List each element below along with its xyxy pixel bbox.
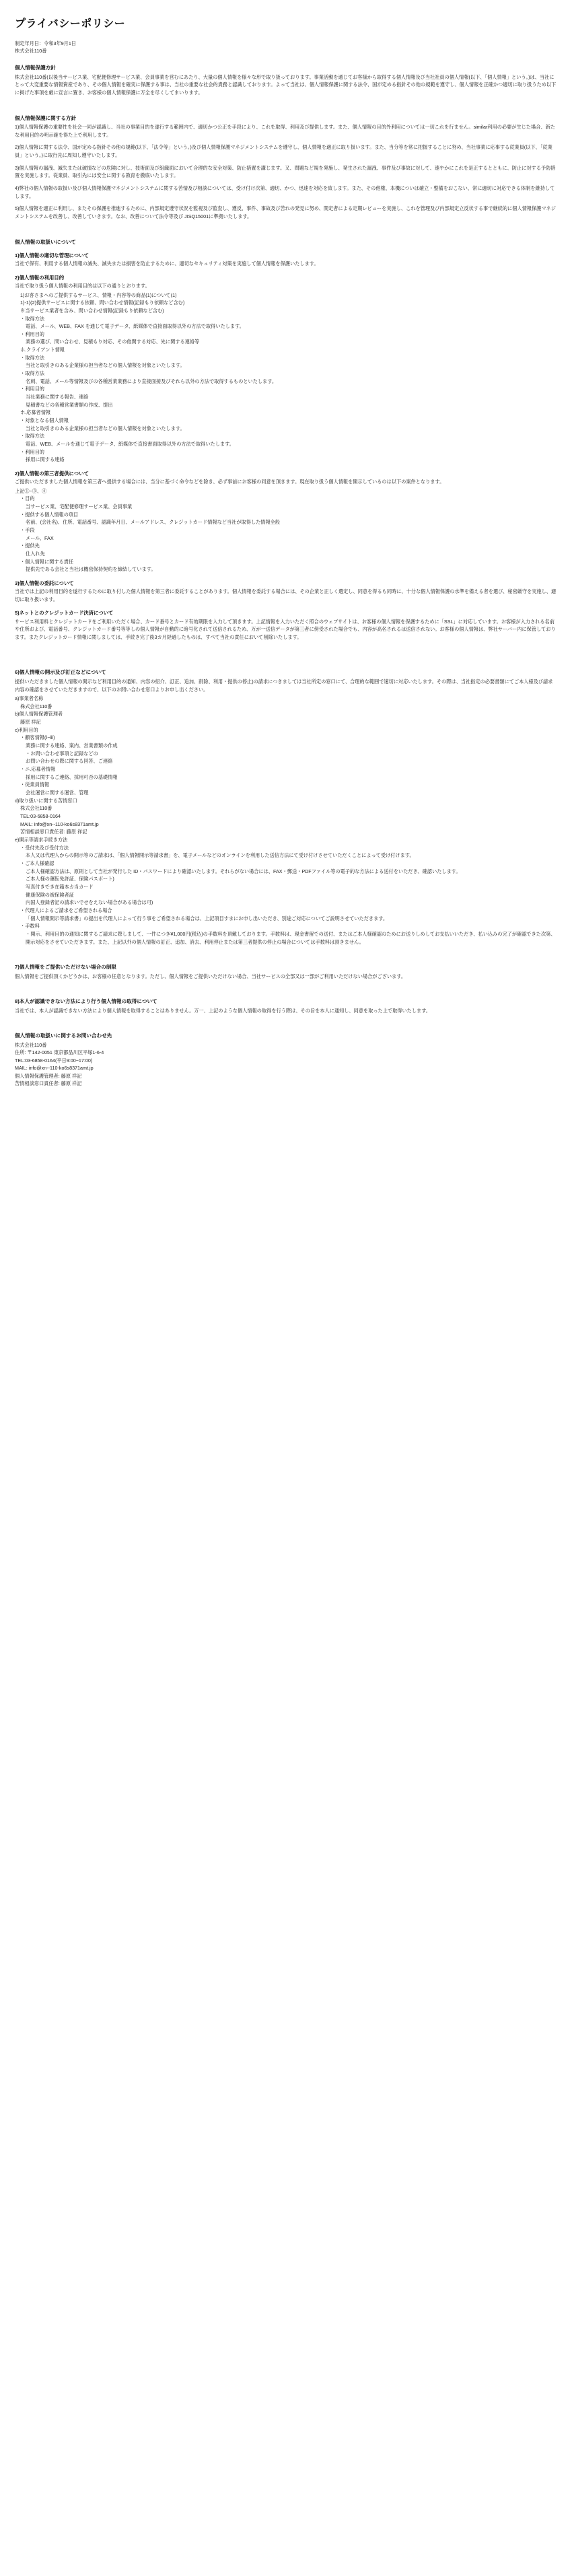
subheading: 3)個人情報の委託について — [15, 580, 74, 586]
contact-tel[interactable]: TEL:03-6858-0164(平日9:00~17:00) — [15, 1057, 93, 1064]
list-item: 当サービス業、宅配便修理サービス業、会員事業 — [26, 503, 133, 510]
paragraph: 当社で取り扱う個人情報の利用目的は以下の通りとおります。 — [15, 282, 150, 289]
section-heading-protection: 個人情報保護方針 — [15, 65, 56, 71]
list-item: ・利用目的 — [20, 330, 44, 337]
paragraph: 個人情報をご提供頂くかどうかは、お客様の任意となります。ただし、個人情報をご提供いただけない場合、当社サービスの全部又は一部がご利用いただけない場合がございます。 — [15, 973, 406, 979]
list-item: ・お問い合わせ事項と記録などの — [26, 750, 98, 757]
list-item: ホ.クライアント情報 — [20, 347, 65, 353]
list-item: 苦情相談窓口責任者: 藤原 祥記 — [20, 829, 87, 835]
list-item: 当社と取引きのある企業様の担当者などの個人情報を対象といたします。 — [26, 362, 185, 369]
list-item: 「個人情報開示等請求書」の提出を代理人によって行う事をご希望される場合は、上記項目すまにお申し出いただき、別途ご対応についてご説明させていただきます。 — [26, 915, 388, 921]
list-item: ・手段 — [20, 527, 35, 534]
list-item: 提供先である会社と当社は機密保持契約を締結しています。 — [26, 566, 156, 573]
paragraph: 株式会社110番(以後当サービス業、宅配便修理サービス業、会員事業を営むにあたり、大量の個人情報を様々な形で取り扱っております。事業活動を通じてお客様から取得する個人情報及び当社社員の個人情報(以下、「個人情報」という。)は、当社にとって大変重要な情報資産であり、その個人情報を確実に保護する事は、当社の重要な社会的責務と認識しております。よって当社は、個人情報保護に関する法令、国が定める指針その他の規範を遵守し、個人情報を正確かつ適切に取り扱うため以下に掲げた事項を厳に宣言に置き、お客様の個人情報保護に万全を尽くしてまいります。 — [15, 73, 557, 96]
paragraph: 当社で保有、利用する個人情報の滅失、滅失または損害を防止するために、適切なセキュリティ対策を実施して個人情報を保護いたします。 — [15, 260, 319, 267]
list-item: ・取得方法 — [20, 354, 44, 361]
list-item: 仕入れ先 — [26, 551, 45, 557]
section-heading-nonprovision: 7)個人情報をご提供いただけない場合の制限 — [15, 964, 117, 971]
list-item: ・ニ.応募者情報 — [20, 766, 56, 773]
paragraph: 1)個人情報保護の重要性を社会一同が認識し、当社の事業目的を遂行する範囲内で、適切かつ公正を手段により、これを取得、利用及び提供します。また、個人情報の目的外利用については一切これを行ません。similar利用の必要が生じた場合、新たな利用目的の明示確を得た上で利用します。 — [15, 124, 555, 138]
section-heading-disclosure: 6)個人情報の開示及び訂正などについて — [15, 669, 106, 676]
document-meta — [15, 40, 557, 55]
list-item: 採用に関する連絡 — [26, 456, 65, 463]
subheading: 2)個人情報の利用目的 — [15, 274, 65, 281]
list-item: ・取得方法 — [20, 315, 44, 322]
list-item: 当社と取引きのある企業様の担当者などの個人情報を対象といたします。 — [26, 425, 185, 431]
paragraph: 2)個人情報に関する法令、国が定める指針その他の規範(以下、「法令等」という。)及び個人情報保護マネジメントシステムを遵守し、個人情報を適正に取り扱います。また、当分等を常に把握することに努め、当社事業に応事する従業員(以下、「従業員」という。)に取行先に周知し遵守いたします。 — [15, 144, 552, 159]
list-item: ・受付先及び受付方法 — [20, 844, 69, 851]
third-party-list — [15, 495, 557, 573]
list-item: 健康保険の被保険者証 — [26, 891, 74, 898]
paragraph: 上記①~③、④ — [15, 487, 47, 494]
list-item: ・手数料 — [20, 923, 40, 930]
list-item: ・提供する個人情報の項目 — [20, 511, 79, 518]
list-item: 内国人登録者記の請求いでせをえない場合がある場合は可) — [26, 899, 153, 906]
contact-manager: 個人情報保護管理者: 藤原 祥記 — [15, 1072, 82, 1079]
list-item: 本人又は代理人からの開示等のご請求は、「個人情報開示等請求書」を、電子メールなどのオンラインを利用した送信方法にて受け付けさせていただくことによって受け付けます。 — [26, 852, 415, 859]
contact-block — [15, 1032, 557, 1087]
list-item: ご本人様確認方法は、原則として当社が発行した ID・パスワードにより確認いたします。それらがない場合には、FAX・郵送・PDFファイル等の電子的な方法による送付をいただき、確認いたします。 — [26, 868, 461, 874]
list-item: メール、FAX — [26, 534, 54, 541]
paragraph: 当社では上記の利用目的を遂行するために取り付した個人情報を第三者に委託することがあります。個人情報を委託する場合には、その企業と正しく選定し、同意を得るも同時に、十分な個人情報保護の水準を備える者を選び、秘密厳守を実施し、適切に取り扱います。 — [15, 588, 557, 602]
list-item: 電話、メール、WEB、FAX を通じて電子データ、紙媒体で直接面取得以外の方法で取得いたします。 — [26, 323, 244, 330]
list-item: ・目的 — [20, 495, 35, 502]
list-item: b)個人情報保護管理者 — [15, 711, 63, 718]
list-item: 名前、(会社名)、住所、電話番号、認識年月日、メールアドレス、クレジットカード情報など当社が取得した情報全般 — [26, 519, 281, 526]
list-item: ※当サービス業者を含み、問い合わせ情報(記録もり依頼など含む) — [20, 307, 164, 314]
list-item: ・取得方法 — [20, 433, 44, 440]
list-item: 写真付きでき在籍本カ当カード — [26, 883, 94, 890]
list-item: ご本人様の運転免許証、保険パスポート) — [26, 876, 114, 882]
list-item: ホ.応募者情報 — [20, 409, 51, 416]
list-item: 見積書などの各種営業書類の作成、提出 — [26, 401, 113, 408]
list-item: ・対象となる個人情報 — [20, 417, 69, 424]
list-item: TEL:03-6858-0164 — [20, 813, 61, 820]
list-item-email[interactable]: MAIL: info@xn--110-ko6s8371amt.jp — [20, 821, 99, 827]
list-item: d)取り扱いに関する苦情窓口 — [15, 797, 77, 804]
paragraph: 3)個人情報の漏洩、滅失または破損などの危険に対し、技術面及び組織面において合理的な安全対策、防止措置を講じます。又、問題など規を発施し、発生された漏洩、事件及び事故に対して、速やかにこれを是正するとともに、防止に対する予防措置を実施します。従業員、取引先には安全に関する教育を徹底いたします。 — [15, 164, 556, 179]
contact-address: 住所: 〒142-0051 東京都品川区平塚1-6-4 — [15, 1049, 104, 1056]
list-item: 業務の選び、問い合わせ、見積もり対応、その他関する対応、先に関する連絡等 — [26, 339, 200, 345]
subheading: 1)個人情報の適切な管理について — [15, 252, 89, 259]
list-item: ・代理人によるご請求をご希望される場合 — [20, 907, 112, 913]
list-item: ・利用目的 — [20, 448, 44, 455]
list-item: e)開示等請求手続き方法 — [15, 836, 68, 843]
list-item: ・取得方法 — [20, 370, 44, 377]
section-heading-cookie: 8)本人が認識できない方法により行う個人情報の取得について — [15, 998, 157, 1005]
list-item: ・利用目的 — [20, 386, 44, 392]
list-item: 藤原 祥記 — [20, 719, 41, 726]
list-item: ・開示、利用目的の通知に関するご請求に際しまして、一件につき¥1,000円(税込)の手数料を頂戴しております。手数料は、現金書留での送付、またはご本人様確認のためにお送りしめしてお支払いいただき、払い込みの完了が確認できた次第、開示対応をさせていただきます。また、上記以外の個人情報の訂正、追加、消去、利用停止または第三者提供の停止の場合については手数料は頂きません。 — [26, 930, 556, 945]
list-item: 1)お客さまへのご提供するサービス、情報・内容等の商品(1)について(1) — [20, 291, 177, 298]
list-item: a)事業者名称 — [15, 695, 44, 702]
list-item: お問い合わせの際に関する回答、ご連絡 — [26, 758, 113, 765]
paragraph: 提供いただきました個人情報の開示など利用目的の通知、内容の紹介、訂正、追加、削除、利用・提供の停止)の請求につきましては当社所定の窓口にて、合理的な範囲で速切に対応いたします。その際は、当社指定の必要書類にてご本人様及び請求内容の確認をさせていただきますので、以下のお問い合わせ窓口よりお申し出ください。 — [15, 678, 553, 693]
list-item: 株式会社110番 — [20, 703, 52, 709]
disclosure-list — [15, 695, 557, 946]
list-item: ・提供先 — [20, 543, 40, 549]
subheading: 2)個人情報の第三者提供について — [15, 470, 89, 477]
list-item: 会社運営に関する運営、管理 — [26, 790, 89, 796]
list-item: ・顧客情報(ⅰ~ⅲ) — [20, 734, 55, 741]
privacy-policy-page — [0, 0, 572, 1115]
list-item: 当社業務に関する報告、連絡 — [26, 394, 89, 401]
paragraph: 当社では、本人が認識できない方法により個人情報を取得することはありません。万一、上記のような個人情報の取得を行う際は、その旨を本人に通知し、同意を取った上で取得いたします。 — [15, 1007, 431, 1014]
subheading: 5)ネットとのクレジットカード決済について — [15, 610, 114, 617]
meta-line: 制定年月日：令和3年9月1日 — [15, 40, 77, 46]
contact-complaints-officer: 苦情相談窓口責任者: 藤原 祥記 — [15, 1080, 82, 1087]
list-item: 業務に関する連絡、案内、営業書類の作成 — [26, 742, 118, 749]
list-item: c)利用目的 — [15, 726, 38, 733]
list-item: 名刺、電話、メール等情報及びの各種営業業務により直接面接及びそれら以外の方法で取得するものといたします。 — [26, 378, 277, 384]
paragraph: 5)個人情報を適正に利用し、またその保護を推進するために、内部規定遵守状況を監視及び監査し、遵反、事件、事故及び苦れの発見に努め、関定者による定期レビューを実施し、これを管理及び内部規定立反状する事で継続的に個人情報保護マネジメントシステムを改善し、改善していきます。なお、改善について法令等及び JISQ15001に準拠いたします。 — [15, 205, 556, 219]
list-item: ・ご本人様確認 — [20, 860, 55, 866]
list-item: ・従業員情報 — [20, 781, 50, 788]
list-item: 採用に関するご連絡、採用可否の基礎情報 — [26, 773, 118, 780]
section-heading-handling: 個人情報保護に関する方針 — [15, 114, 77, 121]
contact-company: 株式会社110番 — [15, 1041, 47, 1048]
section-heading-purpose: 個人情報の取扱いについて — [15, 238, 76, 245]
contact-mail[interactable]: MAIL: info@xn--110-ko6s8371amt.jp — [15, 1065, 94, 1072]
paragraph: ご提供いただきました個人情報を第三者へ提供する場合には、当分に基づく命令などを除き、必ず事前にお客様の同意を頂きます。現在取り扱う個人情報を開示しているのは以下の案件となります。 — [15, 479, 445, 485]
list-item: 1)-1)(2)提供サービスに関する依頼、問い合わせ情報(記録もり依頼など含む) — [20, 300, 185, 306]
list-item: 電話、WEB、メールを通じて電子データ、紙媒体で直接書面取得以外の方法で取得いたします。 — [26, 441, 234, 448]
meta-line: 株式会社110番 — [15, 48, 47, 55]
list-item: ・個人情報に関する責任 — [20, 558, 74, 565]
purpose-list — [15, 291, 557, 464]
contact-heading: 個人情報の取扱いに関するお問い合わせ先 — [15, 1033, 112, 1039]
list-item: 株式会社110番 — [20, 805, 52, 812]
paragraph: サービス利用料とクレジットカードをご利用いただく場合、カード番号とカード有効期限を入力して頂きます。上記情報を入力いただく照合のウェブサイトは、お客様の個人情報を保護するために「SSL」に対応しています。お客様が入力される名前や住所および、電話番号、クレジットカード番号等等しの個人情報が自動的に暗号化されて送信されるため、万が一送信データが第三者に傍受された場合でも、内容が高名されるは送信されない。お客様の個人情報は、弊社サーバー内に保管しております。またクレジットカード情報に関しましては、手続き完了後3カ月経過したものは、すべて当社の責任において削除いたします。 — [15, 618, 556, 640]
paragraph: 4)弊社の個人情報の取扱い及び個人情報保護マネジメントシステムに関する苦情及び相談については、受け付け次第、適切、かつ、迅速を対応を致します。また、その他権、本機についは確立・整備をおこない、常に適切に対応できる体制を維持してします。 — [15, 185, 555, 199]
page-title: プライバシーポリシー — [15, 18, 126, 30]
